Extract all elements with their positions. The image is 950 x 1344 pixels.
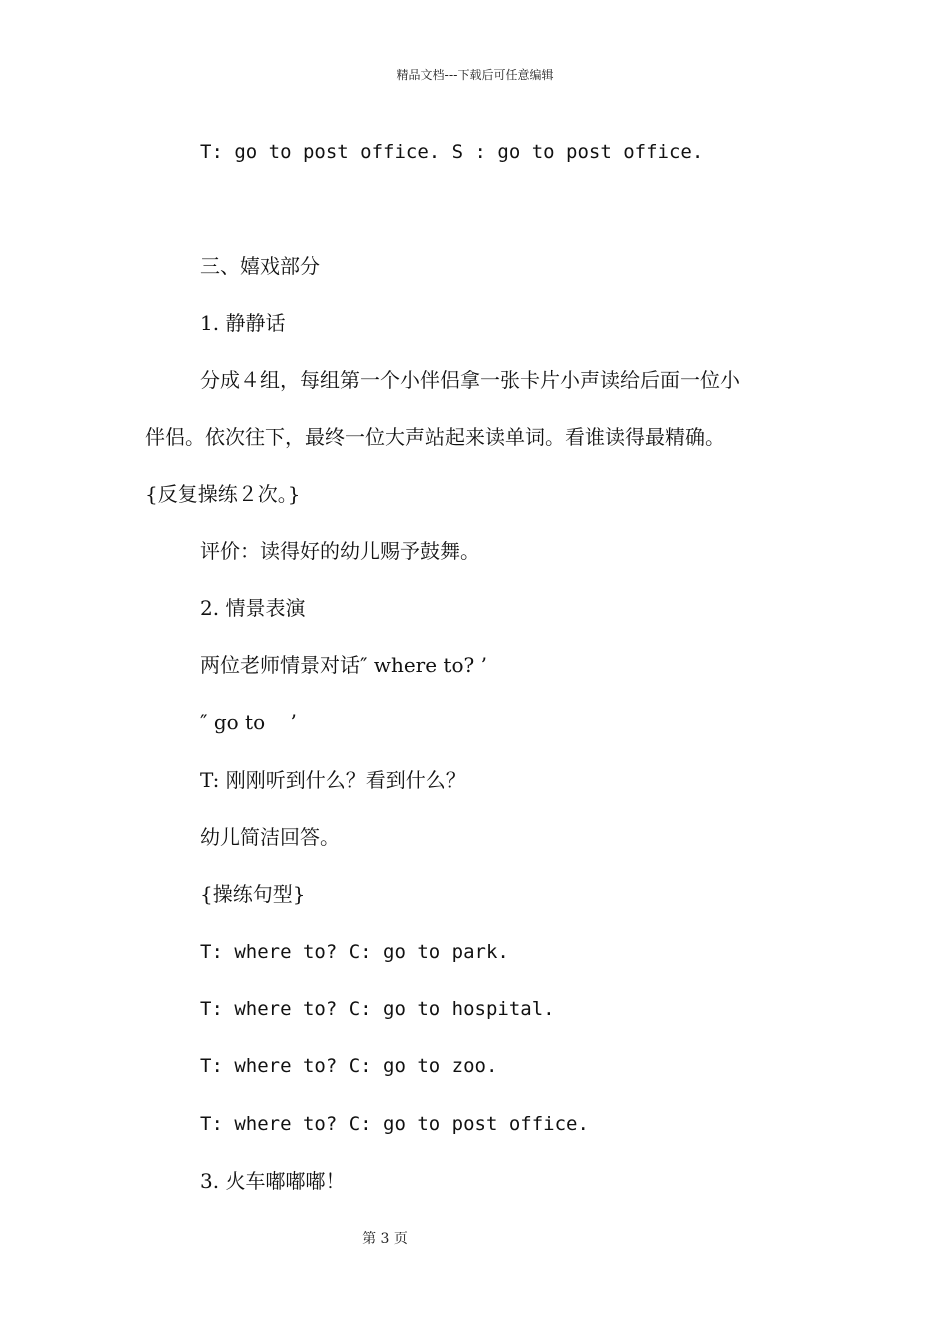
evaluation-text: 评价：读得好的幼儿赐予鼓舞。: [200, 539, 480, 563]
section-heading-games: 三、嬉戏部分: [200, 254, 320, 278]
item-1-title: 1. 静静话: [200, 311, 286, 335]
paragraph-line-1: 分成４组，每组第一个小伴侣拿一张卡片小声读给后面一位小: [200, 368, 740, 392]
page-number: 第 3 页: [362, 1231, 408, 1247]
item-3-title: 3. 火车嘟嘟嘟！: [200, 1169, 346, 1193]
drill-line-hospital: T: where to? C: go to hospital.: [200, 998, 555, 1020]
dialog-intro: 两位老师情景对话″ where to? ’: [200, 653, 487, 677]
drill-line-park: T: where to? C: go to park.: [200, 941, 509, 963]
teacher-question: T: 刚刚听到什么？看到什么？: [200, 768, 466, 792]
drill-line-post-office: T: where to? C: go to post office.: [200, 1113, 589, 1135]
dialog-line-post-office: T: go to post office. S : go to post office.: [200, 141, 704, 163]
drill-line-zoo: T: where to? C: go to zoo.: [200, 1055, 498, 1077]
paragraph-line-2: 伴侣。依次往下，最终一位大声站起来读单词。看谁读得最精确。: [145, 425, 725, 449]
drill-label: {操练句型}: [200, 882, 306, 906]
dialog-reply: ″ go to ’: [200, 710, 297, 734]
page-header: 精品文档---下载后可任意编辑: [396, 68, 554, 82]
children-answer: 幼儿简洁回答。: [200, 825, 340, 849]
paragraph-line-3: {反复操练２次。}: [145, 482, 301, 506]
item-2-title: 2. 情景表演: [200, 596, 306, 620]
